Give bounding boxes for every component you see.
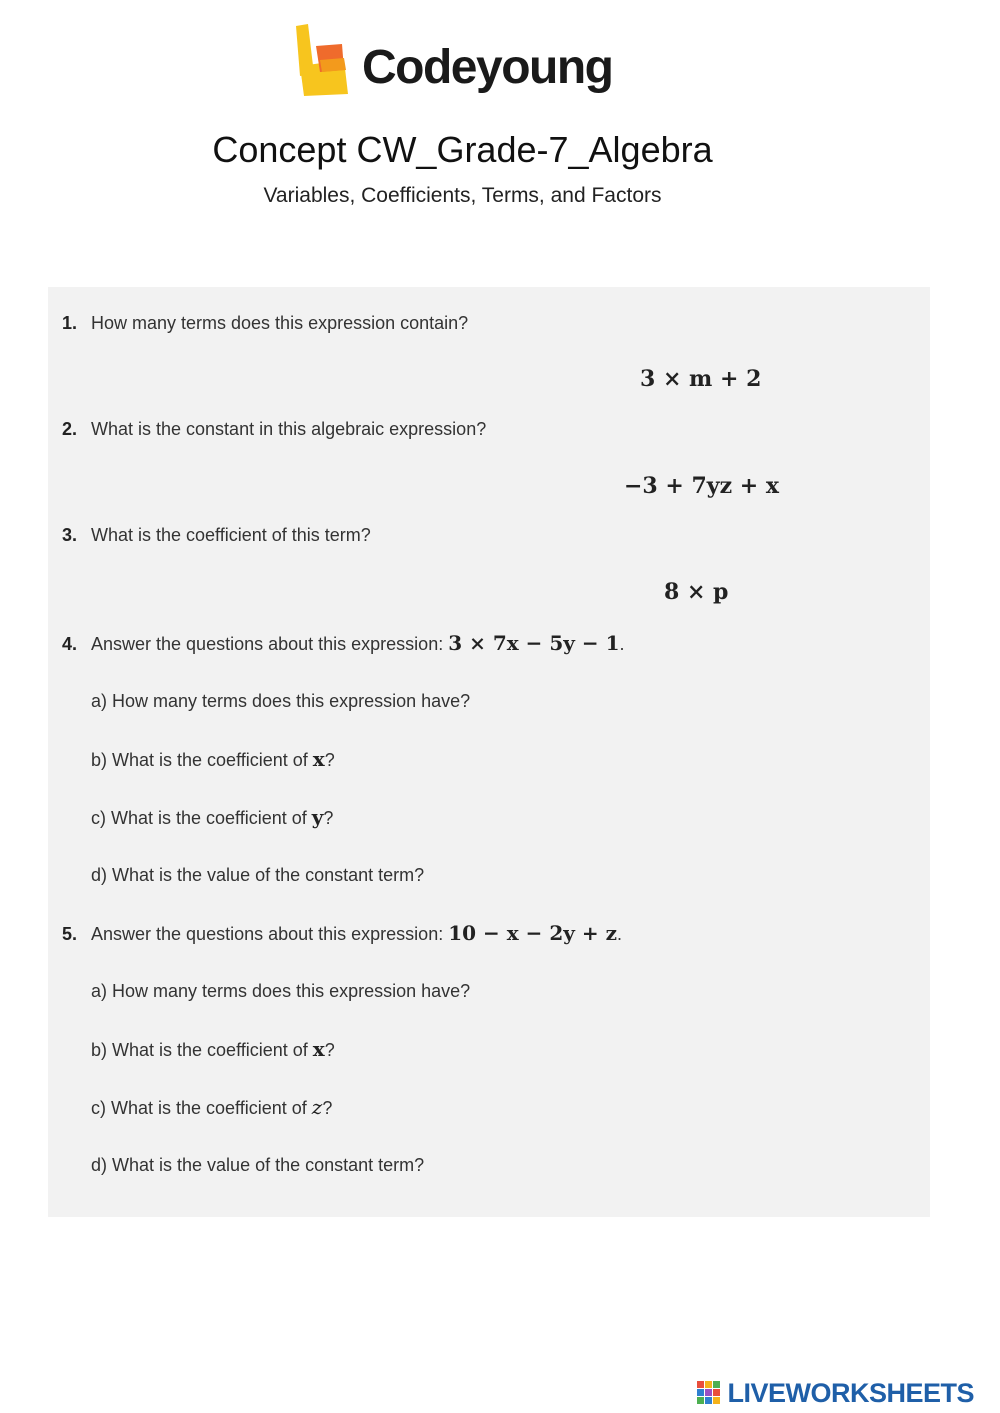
question-text: Answer the questions about this expression: xyxy=(91,634,444,654)
liveworksheets-logo-icon xyxy=(697,1381,721,1405)
liveworksheets-brand: LIVEWORKSHEETS xyxy=(727,1378,974,1408)
question-4: 4. Answer the questions about this expression: 3 × 7x − 5y − 1. xyxy=(62,631,625,655)
sub-question-text: d) What is the value of the constant term? xyxy=(91,865,425,885)
sub-question-text: b) What is the coefficient of xyxy=(91,750,313,770)
sub-question-text: d) What is the value of the constant term? xyxy=(91,1155,425,1175)
question-text: Answer the questions about this expression: xyxy=(91,924,444,944)
variable: z xyxy=(311,1095,323,1119)
question-3-expression: 8 × p xyxy=(664,579,729,605)
page-subtitle: Variables, Coefficients, Terms, and Factors xyxy=(263,184,662,207)
liveworksheets-logo xyxy=(697,1378,974,1408)
variable: x xyxy=(312,747,325,771)
page-title: Concept CW_Grade-7_Algebra xyxy=(212,129,713,170)
question-5c: c) What is the coefficient of z? xyxy=(91,1095,333,1119)
question-4d xyxy=(91,863,424,887)
question-5d xyxy=(91,1153,424,1177)
codeyoung-logo-icon xyxy=(294,24,352,96)
question-4-expression: 3 × 7x − 5y − 1 xyxy=(448,631,620,655)
questions-panel xyxy=(48,287,930,1217)
question-5b: b) What is the coefficient of x? xyxy=(91,1037,335,1061)
question-1-expression: 3 × m + 2 xyxy=(640,366,762,392)
question-5-expression: 10 − x − 2y + z xyxy=(448,921,617,945)
sub-question-text: a) How many terms does this expression have? xyxy=(91,691,471,711)
question-4c: c) What is the coefficient of y? xyxy=(91,805,334,829)
question-number: 4. xyxy=(62,634,78,654)
variable: x xyxy=(312,1037,325,1061)
question-1 xyxy=(62,311,468,335)
question-text: How many terms does this expression contain? xyxy=(91,313,469,333)
question-number: 5. xyxy=(62,924,78,944)
question-2 xyxy=(62,417,486,441)
question-number: 1. xyxy=(62,313,78,333)
sub-question-text: c) What is the coefficient of xyxy=(91,808,312,828)
question-number: 3. xyxy=(62,525,78,545)
sub-question-text: a) How many terms does this expression have? xyxy=(91,981,471,1001)
question-text: What is the constant in this algebraic expression? xyxy=(91,419,487,439)
sub-question-text: c) What is the coefficient of xyxy=(91,1098,312,1118)
question-2-expression: −3 + 7yz + x xyxy=(624,473,779,499)
question-4a xyxy=(91,689,470,713)
question-3 xyxy=(62,523,371,547)
question-4b: b) What is the coefficient of x? xyxy=(91,747,335,771)
sub-question-text: b) What is the coefficient of xyxy=(91,1040,313,1060)
variable: y xyxy=(311,805,324,829)
question-text: What is the coefficient of this term? xyxy=(91,525,371,545)
question-5a xyxy=(91,979,470,1003)
question-number: 2. xyxy=(62,419,78,439)
question-5: 5. Answer the questions about this expression: 10 − x − 2y + z. xyxy=(62,921,622,945)
brand-name: Codeyoung xyxy=(362,41,613,94)
